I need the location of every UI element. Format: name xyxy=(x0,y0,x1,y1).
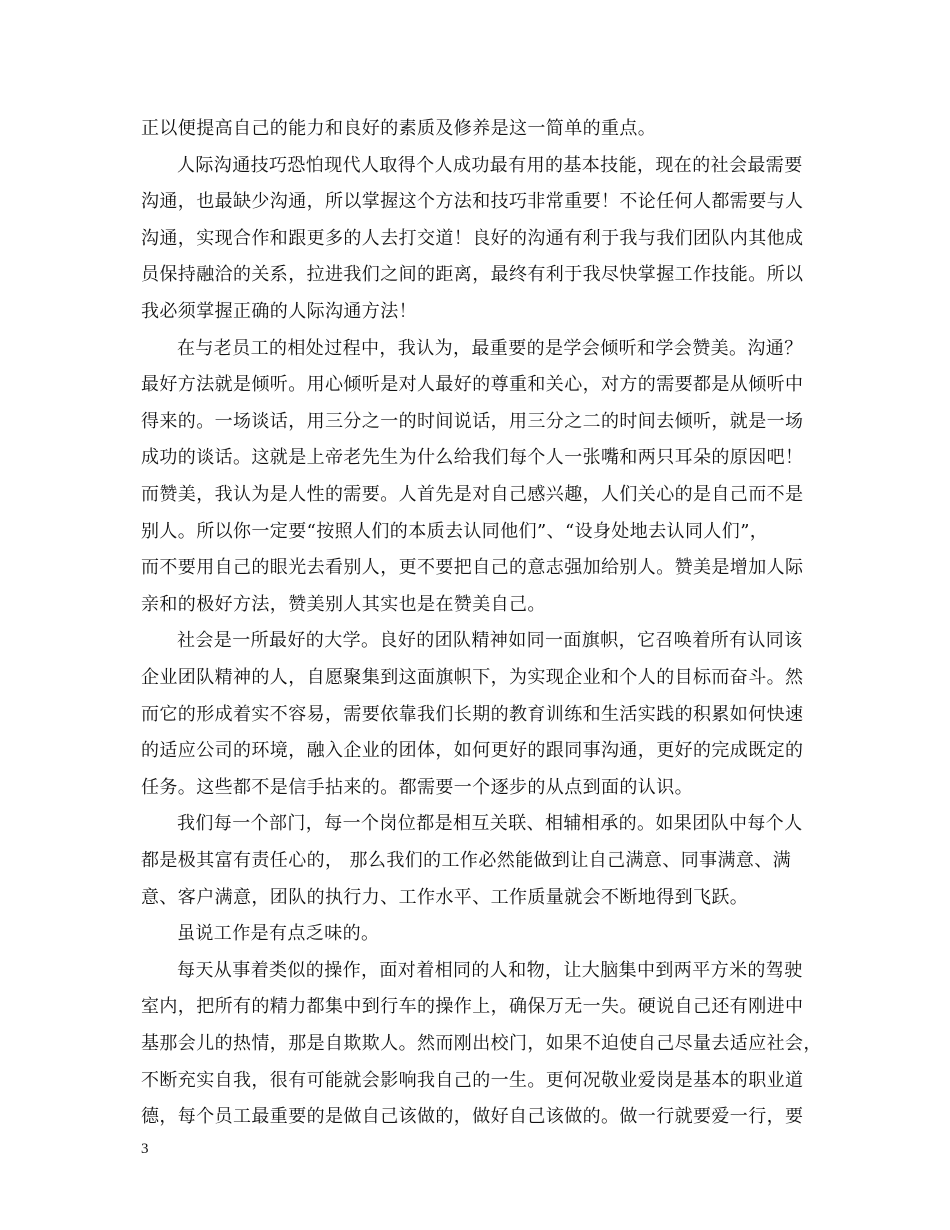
text-line: 沟通，实现合作和跟更多的人去打交道！良好的沟通有利于我与我们团队内其他成 xyxy=(141,228,804,249)
text-line: 别人。所以你一定要“按照人们的本质去认同他们”、“设身处地去认同人们”， xyxy=(141,521,769,542)
text-line: 沟通，也最缺少沟通，所以掌握这个方法和技巧非常重要！不论任何人都需要与人 xyxy=(141,191,804,212)
text-line: 任务。这些都不是信手拈来的。都需要一个逐步的从点到面的认识。 xyxy=(141,777,693,798)
text-line: 最好方法就是倾听。用心倾听是对人最好的尊重和关心，对方的需要都是从倾听中 xyxy=(141,374,804,395)
text-line: 而赞美，我认为是人性的需要。人首先是对自己感兴趣，人们关心的是自己而不是 xyxy=(141,484,804,505)
text-line: 企业团队精神的人，自愿聚集到这面旗帜下，为实现企业和个人的目标而奋斗。然 xyxy=(141,667,804,688)
text-line: 我们每一个部门，每一个岗位都是相互关联、相辅相承的。如果团队中每个人 xyxy=(177,813,803,834)
text-line: 的适应公司的环境，融入企业的团体，如何更好的跟同事沟通，更好的完成既定的 xyxy=(141,740,804,761)
text-line: 员保持融洽的关系，拉进我们之间的距离，最终有利于我尽快掌握工作技能。所以 xyxy=(141,264,804,285)
text-line: 虽说工作是有点乏味的。 xyxy=(177,923,380,944)
text-line: 室内，把所有的精力都集中到行车的操作上，确保万无一失。硬说自己还有刚进中 xyxy=(141,996,804,1017)
text-line: 在与老员工的相处过程中，我认为，最重要的是学会倾听和学会赞美。沟通？ xyxy=(177,338,803,359)
text-line: 基那会儿的热情，那是自欺欺人。然而刚出校门，如果不迫使自己尽量去适应社会， xyxy=(141,1033,822,1054)
text-line: 社会是一所最好的大学。良好的团队精神如同一面旗帜，它召唤着所有认同该 xyxy=(177,630,803,651)
text-line: 都是极其富有责任心的， 那么我们的工作必然能做到让自己满意、同事满意、满 xyxy=(141,850,792,871)
text-line: 而不要用自己的眼光去看别人，更不要把自己的意志强加给别人。赞美是增加人际 xyxy=(141,557,804,578)
text-line: 亲和的极好方法，赞美别人其实也是在赞美自己。 xyxy=(141,594,546,615)
text-line: 得来的。一场谈话，用三分之一的时间说话，用三分之二的时间去倾听，就是一场 xyxy=(141,411,804,432)
text-line: 德，每个员工最重要的是做自己该做的，做好自己该做的。做一行就要爱一行，要 xyxy=(141,1106,804,1127)
text-line: 人际沟通技巧恐怕现代人取得个人成功最有用的基本技能，现在的社会最需要 xyxy=(177,155,803,176)
text-line: 正以便提高自己的能力和良好的素质及修养是这一简单的重点。 xyxy=(141,118,657,139)
page-number: 3 xyxy=(141,1141,149,1157)
text-line: 我必须掌握正确的人际沟通方法！ xyxy=(141,301,417,322)
text-line: 不断充实自我，很有可能就会影响我自己的一生。更何况敬业爱岗是基本的职业道 xyxy=(141,1070,804,1091)
text-line: 意、客户满意，团队的执行力、工作水平、工作质量就会不断地得到飞跃。 xyxy=(141,887,749,908)
text-line: 每天从事着类似的操作，面对着相同的人和物，让大脑集中到两平方米的驾驶 xyxy=(177,960,803,981)
text-line: 成功的谈话。这就是上帝老先生为什么给我们每个人一张嘴和两只耳朵的原因吧！ xyxy=(141,447,804,468)
text-line: 而它的形成着实不容易，需要依靠我们长期的教育训练和生活实践的积累如何快速 xyxy=(141,704,804,725)
